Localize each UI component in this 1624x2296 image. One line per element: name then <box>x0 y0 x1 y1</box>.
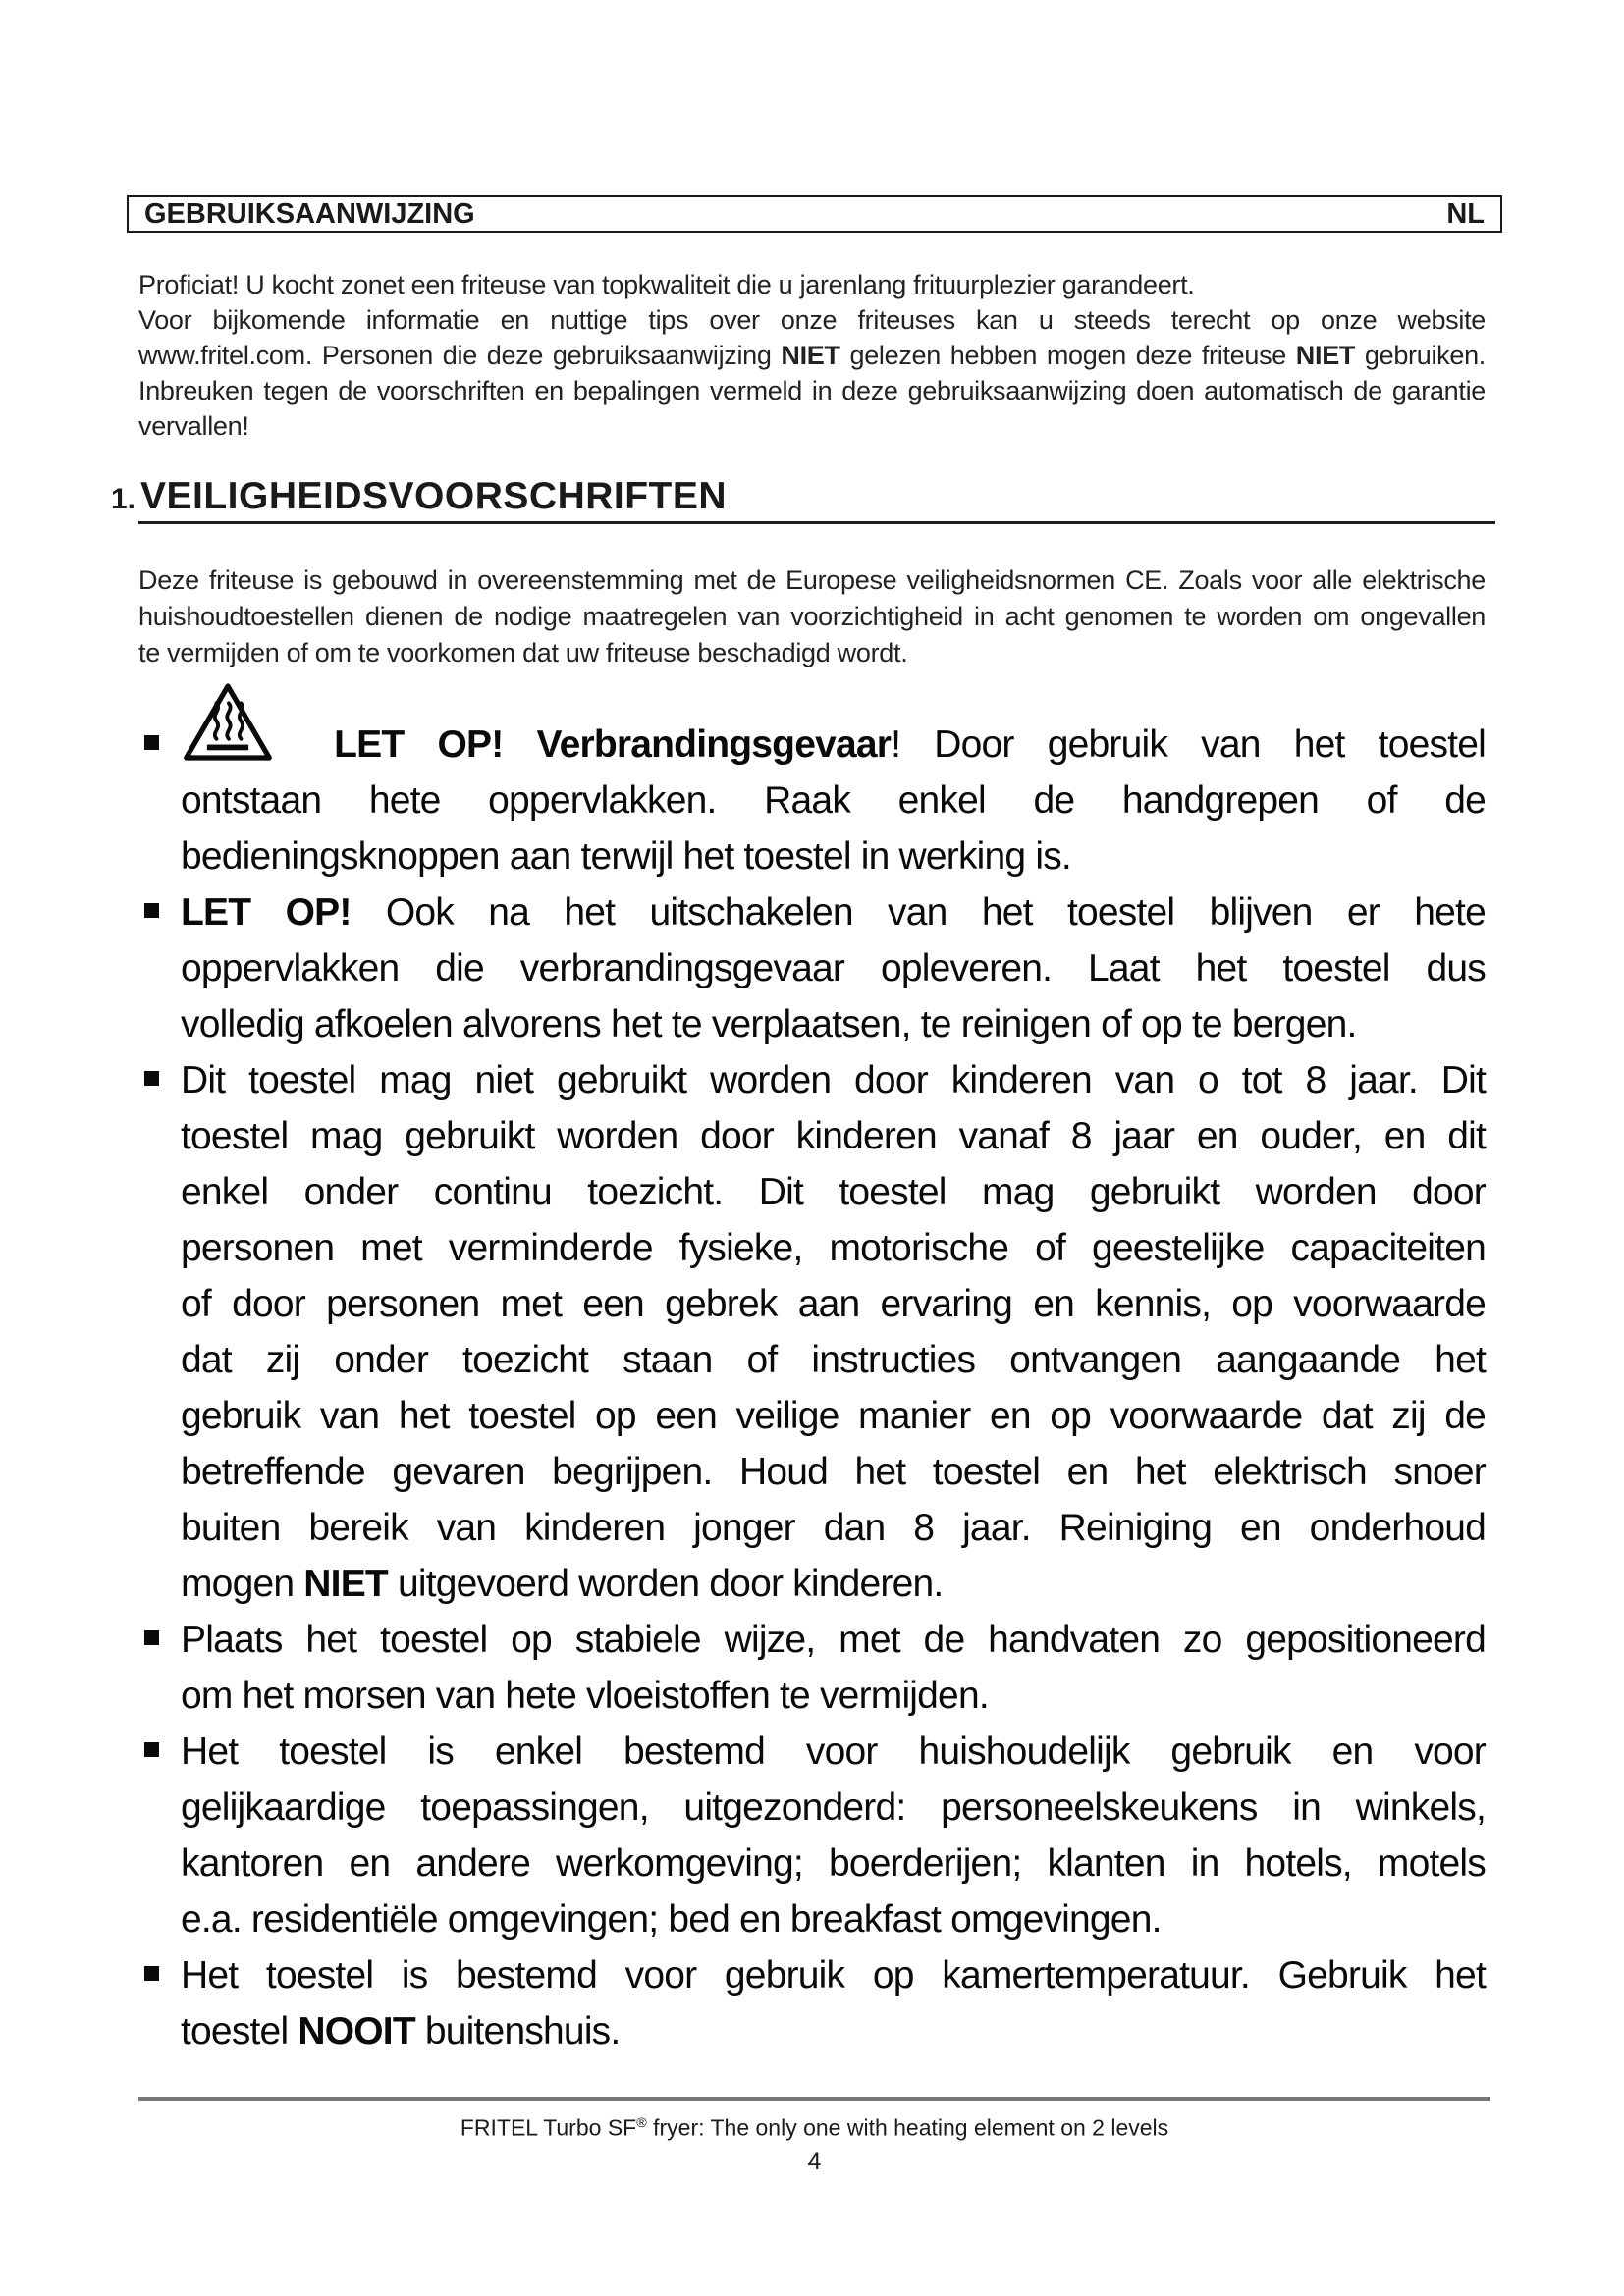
text-line <box>181 717 1486 773</box>
text-segment: Ook na het uitschakelen van het toestel blijven er hete <box>351 891 1486 934</box>
section-intro-paragraph <box>138 562 1486 671</box>
text-segment: Inbreuken tegen de voorschriften en bepalingen vermeld in deze gebruiksaanwijzing doen automatisch de garantie <box>138 376 1486 405</box>
text-segment: huishoudtoestellen dienen de nodige maatregelen van voorzichtigheid in acht genomen te worden om ongevallen <box>138 602 1486 631</box>
text-line <box>181 884 1486 940</box>
page-footer <box>138 2097 1490 2179</box>
text-line <box>181 773 1486 828</box>
section-number: 1. <box>111 483 136 515</box>
bullet-marker <box>144 1071 159 1086</box>
text-segment: betreffende gevaren begrijpen. Houd het toestel en het elektrisch snoer <box>181 1451 1486 1493</box>
section-title: VEILIGHEIDSVOORSCHRIFTEN <box>140 475 728 517</box>
intro-section <box>138 267 1486 444</box>
text-segment: Voor bijkomende informatie en nuttige tips over onze friteuses kan u steeds terecht op onze website <box>138 305 1486 335</box>
page-header-title: GEBRUIKSAANWIJZING <box>144 197 475 230</box>
text-line <box>181 1332 1486 1388</box>
emphasis-text: LET OP! Verbrandingsgevaar <box>334 723 892 766</box>
text-segment: bedieningsknoppen aan terwijl het toestel in werking is. <box>181 835 1071 878</box>
text-line <box>138 635 1486 671</box>
text-line <box>181 1780 1486 1836</box>
text-segment: www.fritel.com. Personen die deze gebruiksaanwijzing <box>138 341 782 370</box>
registered-trademark-symbol: ® <box>636 2115 647 2131</box>
emphasis-text: LET OP! <box>181 891 352 934</box>
text-segment: Het toestel is enkel bestemd voor huishoudelijk gebruik en voor <box>181 1731 1486 1773</box>
language-badge: NL <box>1446 197 1485 230</box>
text-line <box>181 996 1486 1052</box>
bullet-marker <box>144 1966 159 1981</box>
text-segment: toestel <box>181 2010 298 2053</box>
text-segment: gebruik van het toestel op een veilige manier en op voorwaarde dat zij de <box>181 1395 1486 1437</box>
footer-tagline <box>138 2108 1490 2144</box>
text-line <box>138 408 1486 444</box>
text-segment: volledig afkoelen alvorens het te verplaatsen, te reinigen of op te bergen. <box>181 1003 1357 1045</box>
tagline-text: fryer: The only one with heating element on 2 levels <box>646 2114 1169 2141</box>
text-line <box>181 940 1486 996</box>
page-number: 4 <box>807 2147 822 2175</box>
text-segment: gelijkaardige toepassingen, uitgezonderd: personeelskeukens in winkels, <box>181 1787 1486 1829</box>
text-segment: ontstaan hete oppervlakken. Raak enkel de handgrepen of de <box>181 779 1486 822</box>
text-segment: vervallen! <box>138 411 249 441</box>
text-line <box>181 2003 1486 2059</box>
text-line <box>181 1724 1486 1780</box>
text-line <box>138 599 1486 635</box>
text-line <box>138 562 1486 599</box>
text-line <box>181 1108 1486 1164</box>
text-line <box>181 1948 1486 2003</box>
text-line <box>181 1444 1486 1500</box>
text-segment: oppervlakken die verbrandingsgevaar opleveren. Laat het toestel dus <box>181 947 1486 989</box>
text-line <box>181 1892 1486 1948</box>
text-line <box>138 338 1486 373</box>
text-segment: buitenshuis. <box>414 2010 621 2053</box>
text-segment: mogen <box>181 1563 304 1605</box>
brand-text: FRITEL Turbo SF <box>460 2114 637 2141</box>
footer-rule <box>138 2097 1490 2101</box>
safety-bullet <box>138 1052 1486 1612</box>
text-segment: Dit toestel mag niet gebruikt worden door kinderen van o tot 8 jaar. Dit <box>181 1059 1486 1101</box>
text-line <box>181 1500 1486 1556</box>
text-segment: Deze friteuse is gebouwd in overeenstemming met de Europese veiligheidsnormen CE. Zoals voor alle elektrische <box>138 565 1486 595</box>
hot-surface-warning-icon <box>181 727 275 757</box>
text-line <box>181 1388 1486 1444</box>
text-segment: Plaats het toestel op stabiele wijze, met de handvaten zo gepositioneerd <box>181 1619 1486 1661</box>
text-segment: dat zij onder toezicht staan of instructies ontvangen aangaande het <box>181 1339 1486 1381</box>
emphasis-text: NIET <box>303 1563 388 1605</box>
page-header-box <box>127 195 1502 233</box>
text-line <box>181 1276 1486 1332</box>
text-line <box>181 1836 1486 1892</box>
text-segment: om het morsen van hete vloeistoffen te vermijden. <box>181 1675 989 1717</box>
text-line <box>138 267 1486 302</box>
text-segment: Het toestel is bestemd voor gebruik op kamertemperatuur. Gebruik het <box>181 1954 1486 1997</box>
text-segment: e.a. residentiële omgevingen; bed en breakfast omgevingen. <box>181 1898 1162 1941</box>
bullet-marker <box>144 903 159 918</box>
safety-bullet <box>138 717 1486 884</box>
safety-instructions-list <box>138 717 1486 2059</box>
text-segment: gelezen hebben mogen deze friteuse <box>839 341 1296 370</box>
text-segment: buiten bereik van kinderen jonger dan 8 jaar. Reiniging en onderhoud <box>181 1507 1486 1549</box>
intro-paragraph-1 <box>138 267 1486 302</box>
text-segment: ! Door gebruik van het toestel <box>891 723 1486 766</box>
text-line <box>138 373 1486 408</box>
emphasis-text: NIET <box>781 341 840 370</box>
text-segment: te vermijden of om te voorkomen dat uw friteuse beschadigd wordt. <box>138 638 908 667</box>
section-heading <box>111 475 727 518</box>
bullet-marker <box>144 1630 159 1645</box>
text-line <box>181 828 1486 884</box>
intro-paragraph-2 <box>138 302 1486 444</box>
safety-bullet <box>138 884 1486 1052</box>
text-segment: toestel mag gebruikt worden door kinderen vanaf 8 jaar en ouder, en dit <box>181 1115 1486 1157</box>
text-line <box>181 1612 1486 1668</box>
text-line <box>181 1668 1486 1724</box>
text-line <box>181 1052 1486 1108</box>
section-heading-rule <box>138 521 1495 524</box>
text-line <box>138 302 1486 338</box>
text-line <box>181 1164 1486 1220</box>
text-segment: kantoren en andere werkomgeving; boerderijen; klanten in hotels, motels <box>181 1842 1486 1885</box>
text-segment: personen met verminderde fysieke, motorische of geestelijke capaciteiten <box>181 1227 1486 1269</box>
text-segment: uitgevoerd worden door kinderen. <box>387 1563 944 1605</box>
bullet-marker <box>144 1742 159 1757</box>
safety-bullet <box>138 1612 1486 1724</box>
text-line <box>181 1220 1486 1276</box>
text-segment: enkel onder continu toezicht. Dit toestel mag gebruikt worden door <box>181 1171 1486 1213</box>
bullet-marker <box>144 735 159 750</box>
text-line <box>181 1556 1486 1612</box>
emphasis-text: NOOIT <box>298 2010 415 2053</box>
text-segment: Proficiat! U kocht zonet een friteuse van topkwaliteit die u jarenlang frituurplezier garandeert. <box>138 270 1195 299</box>
safety-bullet <box>138 1948 1486 2059</box>
emphasis-text: NIET <box>1295 341 1356 370</box>
text-segment: gebruiken. <box>1355 341 1486 370</box>
safety-bullet <box>138 1724 1486 1948</box>
text-segment: of door personen met een gebrek aan ervaring en kennis, op voorwaarde <box>181 1283 1486 1325</box>
